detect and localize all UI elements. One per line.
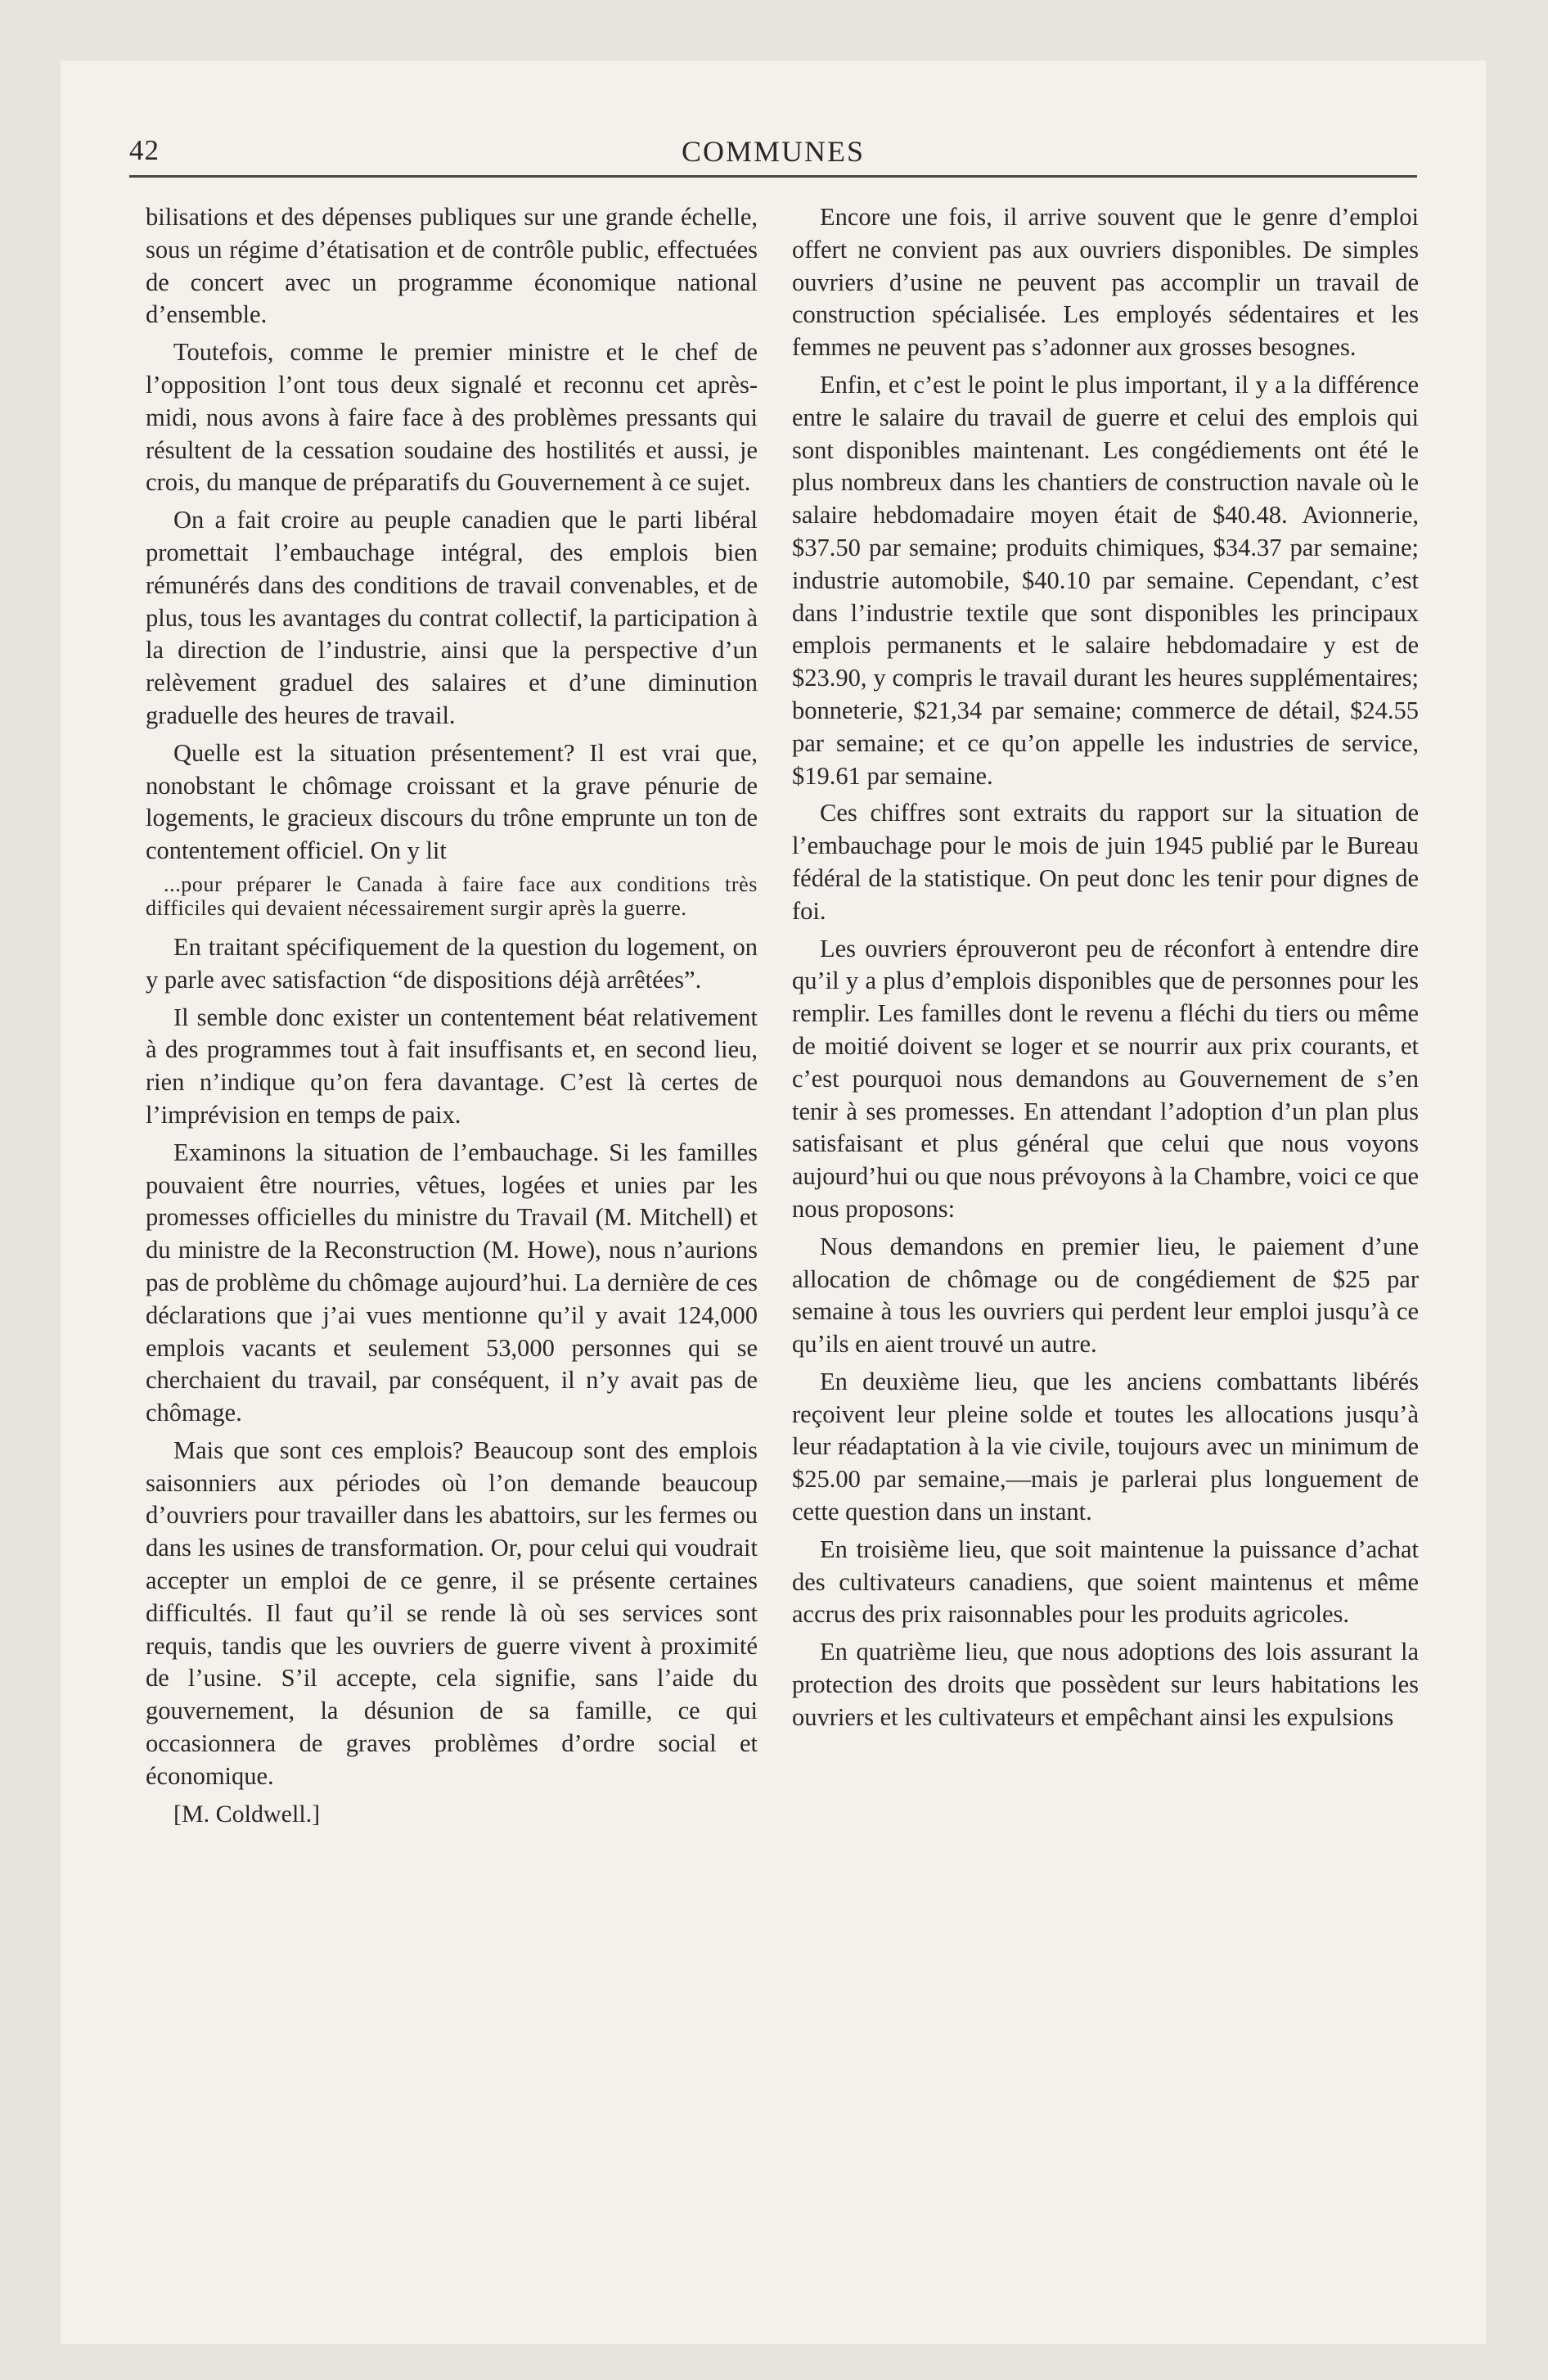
paragraph: Mais que sont ces emplois? Beaucoup sont des emplois saisonniers aux périodes où l’on demande beaucoup d’ouvriers pour travailler dans les abattoirs, sur les fermes ou dans les usines de transformation. Or, pour celui qui voudrait accepter un emploi de ce genre, il se présente certaines difficultés. Il faut qu’il se rende là où ses services sont requis, tandis que les ouvriers de guerre vivent à proximité de l’usine. S’il accepte, cela signifie, sans l’aide du gouvernement, la désunion de sa famille, ce qui occasionnera de graves problèmes d’ordre social et économique.	[146, 1436, 758, 1790]
page-header	[129, 134, 1417, 180]
paragraph: En traitant spécifiquement de la question du logement, on y parle avec satisfaction “de dispositions déjà arrêtées”.	[146, 932, 758, 994]
left-column	[146, 201, 758, 1835]
paragraph: bilisations et des dépenses publiques sur une grande échelle, sous un régime d’étatisation et de contrôle public, effectuées de concert avec un programme économique national d’ensemble.	[146, 203, 758, 329]
paragraph: On a fait croire au peuple canadien que le parti libéral promettait l’embauchage intégral, des emplois bien rémunérés dans des conditions de travail convenables, et de plus, tous les avantages du contrat collectif, la participation à la direction de l’industrie, ainsi que la perspective d’un relèvement graduel des salaires et d’une diminution graduelle des heures de travail.	[146, 506, 758, 729]
page	[61, 61, 1486, 2344]
paragraph: Nous demandons en premier lieu, le paiement d’une allocation de chômage ou de congédiement de $25 par semaine à tous les ouvriers qui perdent leur emploi jusqu’à ce qu’ils en aient trouvé un autre.	[792, 1232, 1419, 1359]
speaker-reference: [M. Coldwell.]	[173, 1800, 321, 1828]
page-number: 42	[129, 134, 160, 166]
header-rule	[129, 175, 1417, 178]
paragraph: En deuxième lieu, que les anciens combattants libérés reçoivent leur pleine solde et toutes les allocations jusqu’à leur réadaptation à la vie civile, toujours avec un minimum de $25.00 par semaine,—mais je parlerai plus longuement de cette question dans un instant.	[792, 1367, 1419, 1526]
right-column	[792, 201, 1419, 1739]
paragraph: Ces chiffres sont extraits du rapport sur la situation de l’embauchage pour le mois de juin 1945 publié par le Bureau fédéral de la statistique. On peut donc les tenir pour dignes de foi.	[792, 799, 1419, 925]
paragraph: Toutefois, comme le premier ministre et le chef de l’opposition l’ont tous deux signalé et reconnu cet après-midi, nous avons à faire face à des problèmes pressants qui résultent de la cessation soudaine des hostilités et aussi, je crois, du manque de préparatifs du Gouvernement à ce sujet.	[146, 338, 758, 497]
paragraph: En troisième lieu, que soit maintenue la puissance d’achat des cultivateurs canadiens, que soient maintenus et même accrus des prix raisonnables pour les produits agricoles.	[792, 1535, 1419, 1629]
paragraph: Examinons la situation de l’embauchage. Si les familles pouvaient être nourries, vêtues, logées et unies par les promesses officielles du ministre du Travail (M. Mitchell) et du ministre de la Reconstruction (M. Howe), nous n’aurions pas de problème du chômage aujourd’hui. La dernière de ces déclarations que j’ai vues mentionne qu’il y avait 124,000 emplois vacants et seulement 53,000 personnes qui se cherchaient du travail, par conséquent, il n’y avait pas de chômage.	[146, 1138, 758, 1427]
paragraph: Encore une fois, il arrive souvent que le genre d’emploi offert ne convient pas aux ouvriers disponibles. De simples ouvriers d’usine ne peuvent pas accomplir un travail de construction spécialisée. Les employés sédentaires et les femmes ne peuvent pas s’adonner aux grosses besognes.	[792, 203, 1419, 362]
paragraph: Enfin, et c’est le point le plus important, il y a la différence entre le salaire du travail de guerre et celui des emplois qui sont disponibles maintenant. Les congédiements ont été le plus nombreux dans les chantiers de construction navale où le salaire hebdomadaire moyen était de $40.48. Avionnerie, $37.50 par semaine; produits chimiques, $34.37 par semaine; industrie automobile, $40.10 par semaine. Cependant, c’est dans l’industrie textile que sont disponibles les principaux emplois permanents et le salaire hebdomadaire y est de $23.90, y compris le travail durant les heures supplémentaires; bonneterie, $21,34 par semaine; commerce de détail, $24.55 par semaine; et ce qu’on appelle les industries de service, $19.61 par semaine.	[792, 370, 1419, 790]
block-quote: ...pour préparer le Canada à faire face aux conditions très difficiles qui devaient nécessairement surgir après la guerre.	[146, 872, 758, 920]
paragraph: En quatrième lieu, que nous adoptions des lois assurant la protection des droits que possèdent sur leurs habitations les ouvriers et les cultivateurs et empêchant ainsi les expulsions	[792, 1638, 1419, 1731]
paragraph: Il semble donc exister un contentement béat relativement à des programmes tout à fait insuffisants et, en second lieu, rien n’indique qu’on fera davantage. C’est là certes de l’imprévision en temps de paix.	[146, 1003, 758, 1129]
paragraph: Les ouvriers éprouveront peu de réconfort à entendre dire qu’il y a plus d’emplois disponibles que de personnes pour les remplir. Les familles dont le revenu a fléchi du tiers ou même de moitié doivent se loger et se nourrir aux prix courants, et c’est pourquoi nous demandons au Gouvernement de s’en tenir à ses promesses. En attendant l’adoption d’un plan plus satisfaisant et plus général que celui que nous voyons aujourd’hui ou que nous prévoyons à la Chambre, voici ce que nous proposons:	[792, 934, 1419, 1223]
running-title: COMMUNES	[681, 135, 866, 168]
paragraph: Quelle est la situation présentement? Il est vrai que, nonobstant le chômage croissant et la grave pénurie de logements, le gracieux discours du trône emprunte un ton de contentement officiel. On y lit	[146, 738, 758, 865]
